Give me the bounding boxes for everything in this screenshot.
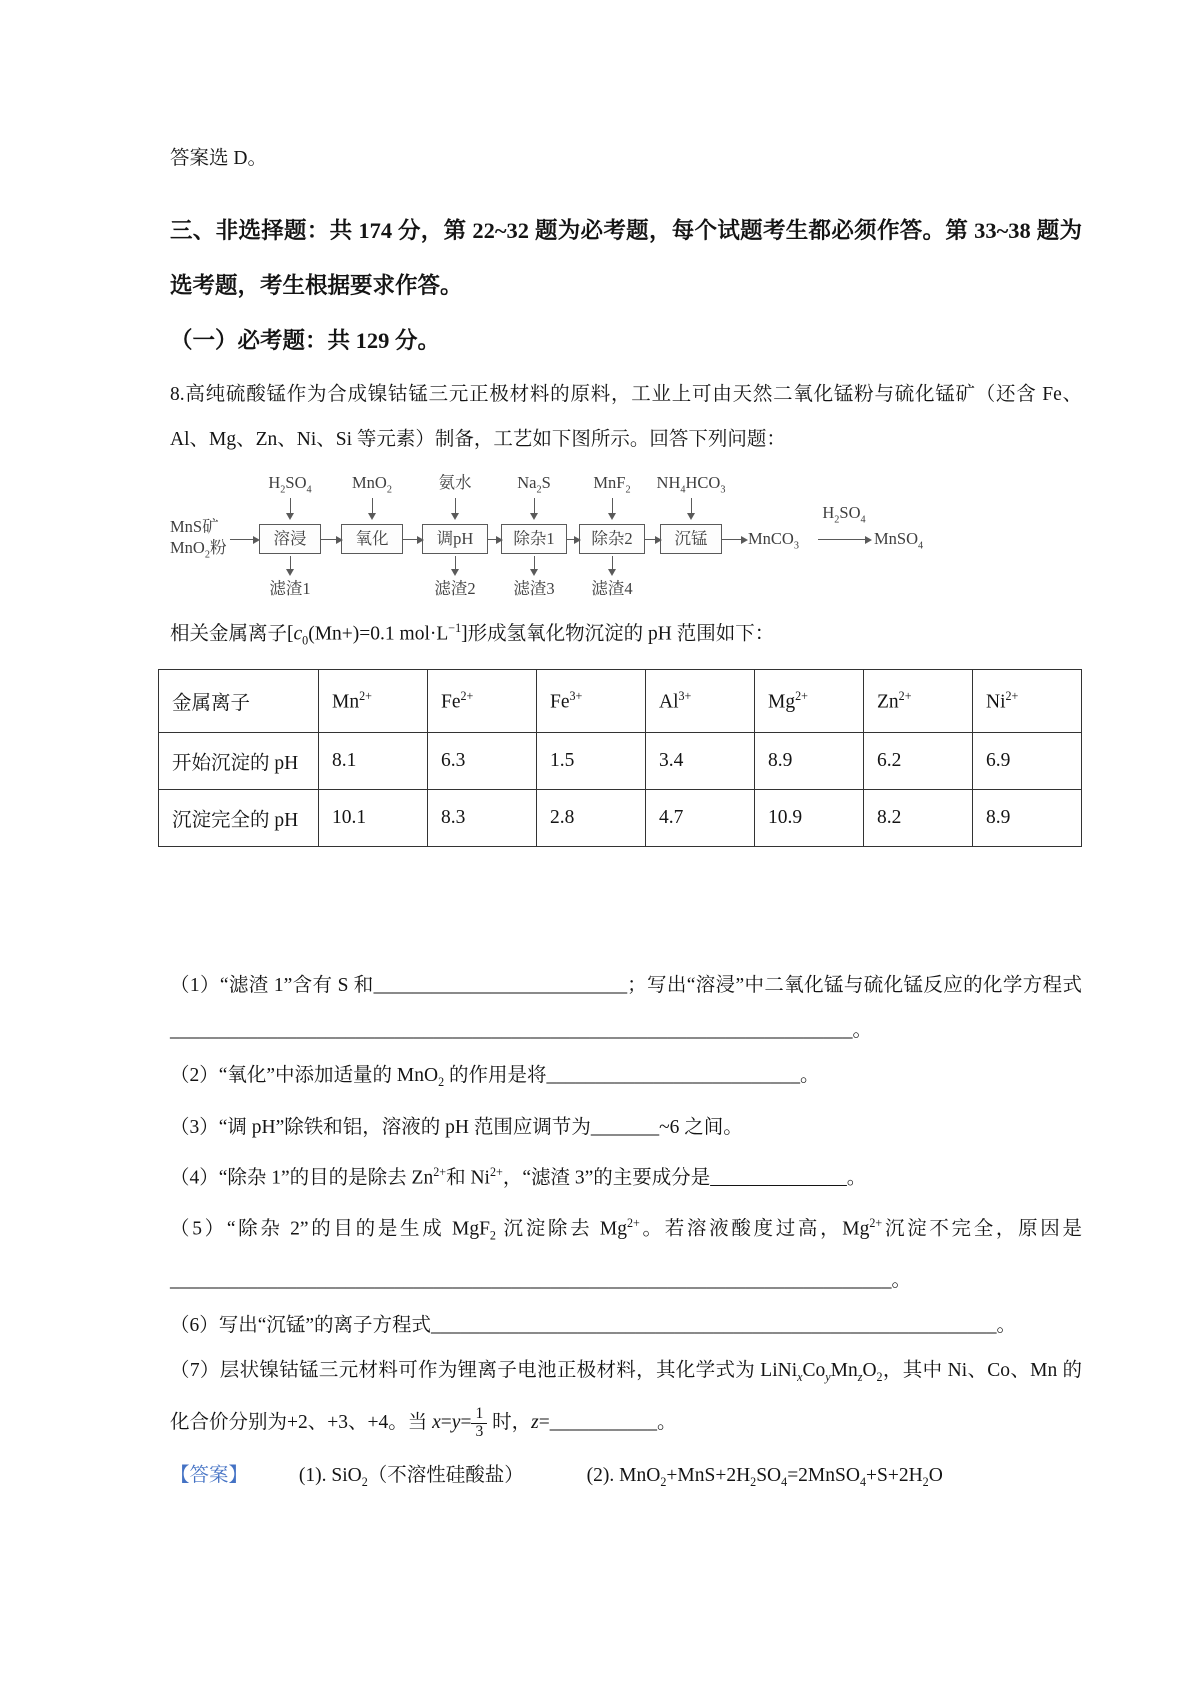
residue-arrow-icon <box>290 556 291 574</box>
answer-line <box>170 1453 1082 1505</box>
table-cell: 6.3 <box>428 733 537 790</box>
step-box-oxidize: 氧化 <box>341 524 403 554</box>
subsection-heading: （一）必考题：共 129 分。 <box>170 328 441 353</box>
table-cell: 8.9 <box>755 733 864 790</box>
step-box-remove-2: 除杂2 <box>579 524 645 554</box>
table-header-cell: $Fe^{2+}$ <box>428 670 537 733</box>
table-cell: 10.1 <box>319 790 428 847</box>
table-cell: 8.1 <box>319 733 428 790</box>
table-cell: 6.9 <box>973 733 1082 790</box>
flow-arrow-icon <box>488 539 501 540</box>
reagent-mno2-label: MnO$_2$ <box>352 473 392 496</box>
table-cell: 2.8 <box>537 790 646 847</box>
reagent-arrow-icon <box>612 498 613 518</box>
table-header-cell: $Fe^{3+}$ <box>537 670 646 733</box>
residue-label-3: 滤渣3 <box>513 579 555 598</box>
flow-arrow-icon <box>645 539 660 540</box>
intermediate-mnco3-label: MnCO$_3$ <box>748 529 799 552</box>
reagent-arrow-icon <box>455 498 456 518</box>
final-reagent-h2so4-label: $H_2SO_4$ <box>822 503 866 526</box>
residue-arrow-icon <box>612 556 613 574</box>
reagent-mnf2-label: MnF$_2$ <box>593 473 631 496</box>
process-flow-diagram <box>170 472 1082 604</box>
table-row <box>159 790 1082 847</box>
table-cell: 沉淀完全的 pH <box>159 790 319 847</box>
table-header-cell: $Al^{3+}$ <box>646 670 755 733</box>
question-8-intro: 8.高纯硫酸锰作为合成镍钴锰三元正极材料的原料，工业上可由天然二氧化锰粉与硫化锰矿（还含 Fe、Al、Mg、Zn、Ni、Si 等元素）制备，工艺如下图所示。回答下列问题： <box>170 384 1082 450</box>
flow-arrow-icon <box>403 539 422 540</box>
table-header-cell: $Ni^{2+}$ <box>973 670 1082 733</box>
table-cell: 8.3 <box>428 790 537 847</box>
product-mnso4-label: MnSO$_4$ <box>874 529 924 552</box>
residue-label-1: 滤渣1 <box>269 579 311 598</box>
step-box-leach: 溶浸 <box>259 524 321 554</box>
table-cell: 4.7 <box>646 790 755 847</box>
question-3: （3）“调 pH”除铁和铝，溶液的 pH 范围应调节为_______~6 之间。 <box>170 1117 743 1139</box>
residue-label-2: 滤渣2 <box>434 579 476 598</box>
step-box-adjust-ph: 调pH <box>422 524 488 554</box>
flow-arrow-icon <box>230 539 258 540</box>
answer-part-2: (2). $MnO_2+MnS+2H_2SO_4=2MnSO_4+S+2H_2O$ <box>586 1465 943 1489</box>
flow-arrow-icon <box>321 539 341 540</box>
question-4: （4）“除杂 1”的目的是除去 $Zn^{2+}$和 $Ni^{2+}$，“滤渣 3”的主要成分是______________。 <box>170 1165 867 1189</box>
answer-choice-line: 答案选 D。 <box>170 148 267 169</box>
reagent-na2s-label: $Na_2S$ <box>517 473 551 496</box>
step-box-remove-1: 除杂1 <box>501 524 567 554</box>
feed-line-2: MnO$_2$粉 <box>170 538 227 561</box>
reagent-nh4hco3-label: $NH_4HCO_3$ <box>656 473 726 496</box>
residue-arrow-icon <box>455 556 456 574</box>
answer-part-1: (1). SiO$_2$（不溶性硅酸盐） <box>298 1465 524 1489</box>
residue-label-4: 滤渣4 <box>591 579 633 598</box>
reagent-arrow-icon <box>534 498 535 518</box>
question-2: （2）“氧化”中添加适量的 MnO$_2$ 的作用是将__________________________。 <box>170 1065 820 1090</box>
table-cell: 8.2 <box>864 790 973 847</box>
feed-material-label <box>170 516 226 565</box>
flow-arrow-icon <box>722 539 746 540</box>
reagent-arrow-icon <box>691 498 692 518</box>
table-header-cell: 金属离子 <box>159 670 319 733</box>
reagent-h2so4-label: $H_2SO_4$ <box>268 473 312 496</box>
table-cell: 3.4 <box>646 733 755 790</box>
table-cell: 1.5 <box>537 733 646 790</box>
answer-label: 【答案】 <box>170 1465 249 1487</box>
question-5: （5）“除杂 2”的目的是生成 MgF$_2$ 沉淀除去 $Mg^{2+}$。若溶液酸度过高，$Mg^{2+}$沉淀不完全，原因是__________________________________________________________________________。 <box>170 1215 1083 1292</box>
feed-line-1: MnS矿 <box>170 517 219 536</box>
table-header-cell: $Mg^{2+}$ <box>755 670 864 733</box>
table-intro: 相关金属离子[$c_0(Mn+)=0.1$ $mol\cdot L^{-1}$]形成氢氧化物沉淀的 pH 范围如下： <box>170 621 775 648</box>
step-box-precipitate-mn: 沉锰 <box>660 524 722 554</box>
ph-table <box>158 669 1082 847</box>
table-cell: 开始沉淀的 pH <box>159 733 319 790</box>
reagent-arrow-icon <box>372 498 373 518</box>
table-header-row <box>159 670 1082 733</box>
reagent-ammonia-label: 氨水 <box>438 473 472 492</box>
table-row <box>159 733 1082 790</box>
table-header-cell: $Zn^{2+}$ <box>864 670 973 733</box>
flow-arrow-icon <box>567 539 579 540</box>
question-list <box>170 963 1082 1445</box>
residue-arrow-icon <box>534 556 535 574</box>
reagent-arrow-icon <box>290 498 291 518</box>
table-header-cell: $Mn^{2+}$ <box>319 670 428 733</box>
question-1: （1）“滤渣 1”含有 S 和__________________________；写出“溶浸”中二氧化锰与硫化锰反应的化学方程式______________________________________________________________________。 <box>170 975 1082 1042</box>
table-cell: 6.2 <box>864 733 973 790</box>
question-7: （7）层状镍钴锰三元材料可作为锂离子电池正极材料，其化学式为 $LiNi_xCo_yMn_zO_2$，其中 Ni、Co、Mn 的化合价分别为+2、+3、+4。当 x=y= $\frac{1}{3}$ 时，z=___________。 <box>170 1360 1082 1440</box>
table-cell: 8.9 <box>973 790 1082 847</box>
question-6: （6）写出“沉锰”的离子方程式__________________________________________________________。 <box>170 1315 1017 1337</box>
flow-arrow-icon <box>818 539 870 540</box>
section-heading: 三、非选择题：共 174 分，第 22~32 题为必考题，每个试题考生都必须作答。第 33~38 题为选考题，考生根据要求作答。 <box>170 218 1082 298</box>
table-cell: 10.9 <box>755 790 864 847</box>
